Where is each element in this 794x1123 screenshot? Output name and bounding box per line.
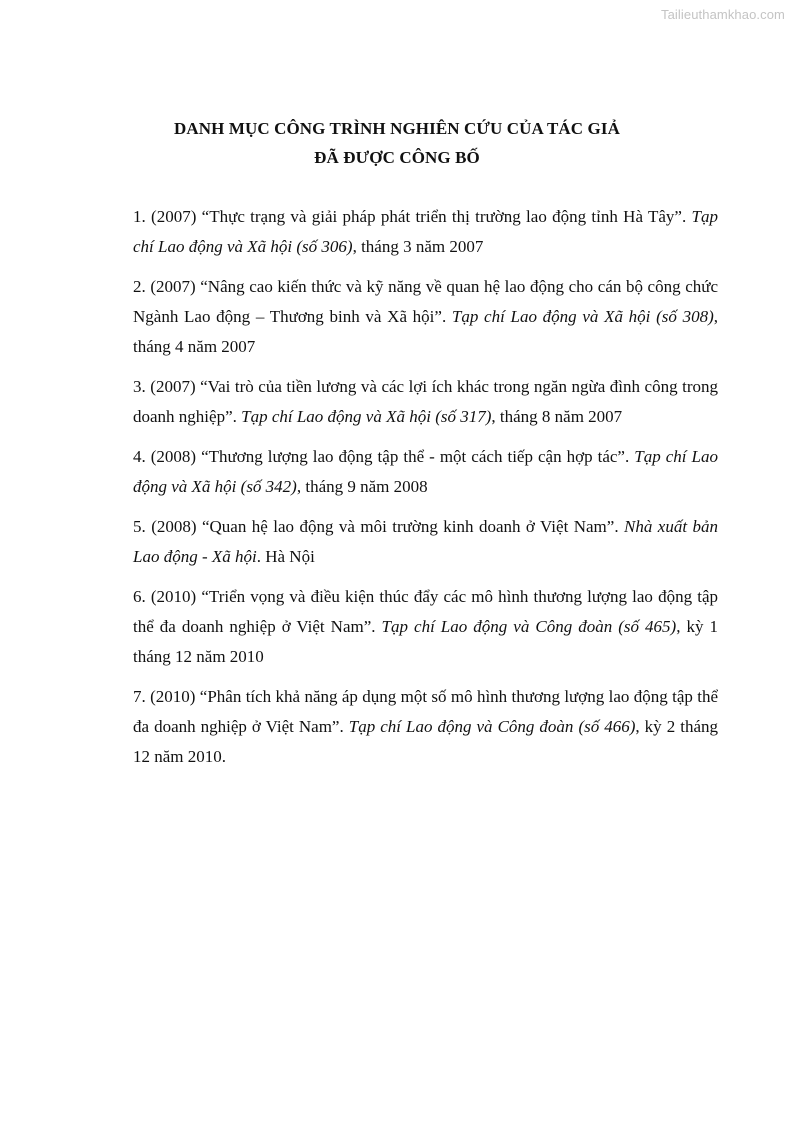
entry-date: , tháng 9 năm 2008 bbox=[296, 477, 428, 496]
list-item bbox=[133, 512, 718, 572]
entry-date: , tháng 3 năm 2007 bbox=[352, 237, 484, 256]
entry-citation: 7. (2010) “Phân tích khả năng áp dụng một số mô hình thương lượng lao động tập thể đa doanh nghiệp ở Việt Nam”. bbox=[133, 687, 718, 736]
entry-date: , kỳ 1 tháng 12 năm 2010 bbox=[133, 617, 719, 666]
entry-citation: 2. (2007) “Nâng cao kiến thức và kỹ năng về quan hệ lao động cho cán bộ công chức Ngành Lao động – Thương binh và Xã hội”. bbox=[133, 277, 718, 326]
entry-journal: Tạp chí Lao động và Xã hội (số 317) bbox=[241, 407, 492, 426]
title-line-2: ĐÃ ĐƯỢC CÔNG BỐ bbox=[314, 148, 480, 167]
entry-date: , kỳ 2 tháng 12 năm 2010. bbox=[133, 717, 718, 766]
entry-date: , tháng 4 năm 2007 bbox=[133, 307, 718, 356]
list-item bbox=[133, 372, 718, 432]
entry-journal: Tạp chí Lao động và Xã hội (số 308) bbox=[451, 307, 714, 326]
list-item bbox=[133, 682, 718, 772]
page-title bbox=[0, 114, 794, 172]
entry-journal: Tạp chí Lao động và Công đoàn (số 465) bbox=[381, 617, 677, 636]
entry-date: , tháng 8 năm 2007 bbox=[491, 407, 623, 426]
list-item bbox=[133, 442, 718, 502]
entry-citation: 4. (2008) “Thương lượng lao động tập thể - một cách tiếp cận hợp tác”. bbox=[133, 447, 635, 466]
title-line-1: DANH MỤC CÔNG TRÌNH NGHIÊN CỨU CỦA TÁC GIẢ bbox=[174, 119, 620, 138]
entry-publisher: Nhà xuất bản Lao động - Xã hội bbox=[133, 517, 718, 566]
list-item bbox=[133, 582, 718, 672]
entry-citation: 5. (2008) “Quan hệ lao động và môi trường kinh doanh ở Việt Nam”. bbox=[133, 517, 625, 536]
entry-journal: Tạp chí Lao động và Xã hội (số 342) bbox=[133, 447, 718, 496]
entry-citation: 6. (2010) “Triển vọng và điều kiện thúc đẩy các mô hình thương lượng lao động tập thể đa doanh nghiệp ở Việt Nam”. bbox=[133, 587, 718, 636]
entry-journal: Tạp chí Lao động và Xã hội (số 306) bbox=[133, 207, 718, 256]
entry-place: . Hà Nội bbox=[256, 547, 315, 566]
publication-list bbox=[133, 202, 718, 782]
list-item bbox=[133, 202, 718, 262]
entry-citation: 3. (2007) “Vai trò của tiền lương và các lợi ích khác trong ngăn ngừa đình công trong doanh nghiệp”. bbox=[133, 377, 718, 426]
watermark-text: Tailieuthamkhao.com bbox=[660, 7, 785, 22]
entry-citation: 1. (2007) “Thực trạng và giải pháp phát triển thị trường lao động tỉnh Hà Tây”. bbox=[133, 207, 692, 226]
list-item bbox=[133, 272, 718, 362]
entry-journal: Tạp chí Lao động và Công đoàn (số 466) bbox=[348, 717, 636, 736]
